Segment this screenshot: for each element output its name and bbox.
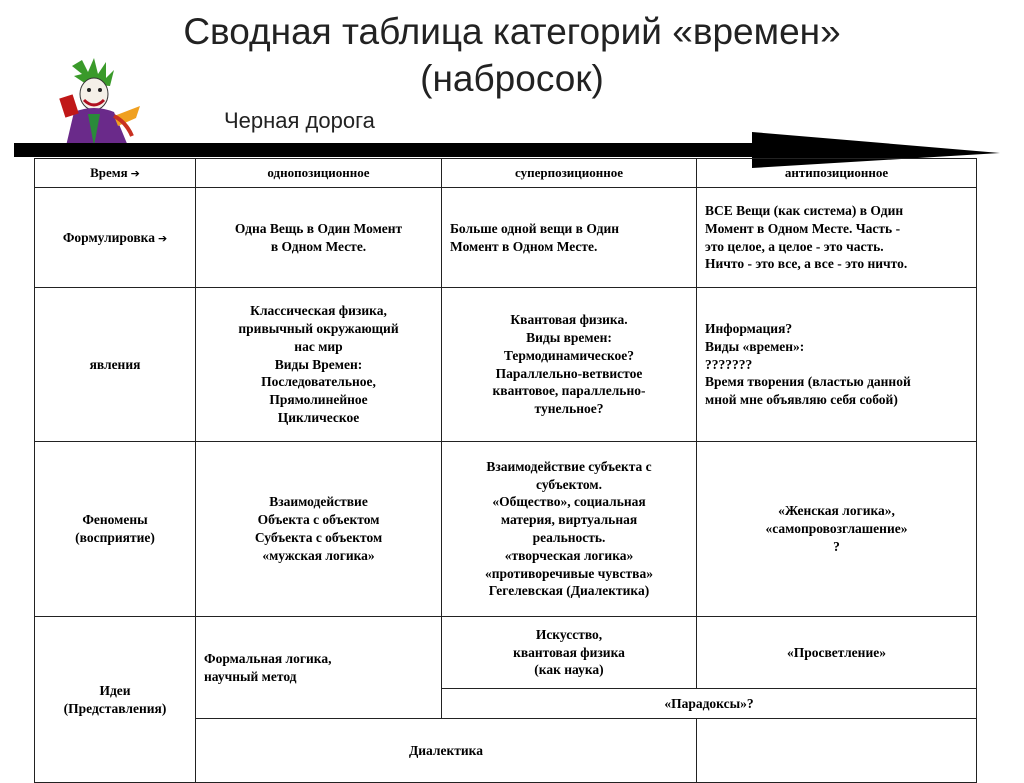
text-line: Момент в Одном Месте. Часть -: [705, 220, 901, 236]
text-line: Последовательное,: [261, 374, 376, 390]
formulation-col2: [442, 188, 697, 288]
text-line: Момент в Одном Месте.: [450, 238, 598, 254]
formulation-label-cell: [35, 188, 196, 288]
text-line: Субъекта с объектом: [254, 530, 383, 545]
text-line: «самопровозглашение»: [765, 521, 908, 537]
phenomena-col2: [442, 288, 697, 442]
text-line: привычный окружающий: [238, 320, 399, 336]
text-line: Объекта с объектом: [257, 512, 380, 528]
ideas-col3: «Просветление»: [697, 617, 977, 689]
text-line: это целое, а целое - это часть.: [705, 238, 884, 254]
row-formulation: [35, 188, 977, 288]
text-line: ???????: [705, 356, 753, 372]
header-time-label: Время: [90, 165, 128, 181]
header-col-superpositional: суперпозиционное: [442, 159, 697, 188]
text-line: Виды Времен:: [274, 356, 363, 372]
dialectics-cell: Диалектика: [196, 719, 697, 783]
text-line: Феномены: [82, 512, 148, 528]
text-line: (как наука): [534, 662, 604, 678]
text-line: Формальная логика,: [204, 650, 332, 666]
text-line: реальность.: [532, 530, 606, 545]
empty-cell: [697, 719, 977, 783]
phenomena-col1: [196, 288, 442, 442]
text-line: научный метод: [204, 668, 297, 684]
text-line: Больше одной вещи в Один: [450, 220, 620, 236]
formulation-col1: [196, 188, 442, 288]
text-line: Искусство,: [535, 626, 603, 642]
header-time-cell: [35, 159, 196, 188]
phenomena-col3: [697, 288, 977, 442]
row-perception: [35, 442, 977, 617]
text-line: Квантовая физика.: [510, 312, 628, 328]
formulation-col3: [697, 188, 977, 288]
page-title: [150, 8, 874, 102]
title-line-2: (набросок): [420, 58, 604, 99]
text-line: Взаимодействие субъекта с: [486, 458, 652, 474]
perception-col3: [697, 442, 977, 617]
text-line: «Женская логика»,: [778, 503, 895, 519]
header-col-antipositional: антипозиционное: [697, 159, 977, 188]
text-line: Виды времен:: [526, 329, 612, 345]
text-line: Информация?: [705, 320, 793, 336]
text-line: мной мне объявляю себя собой): [705, 392, 898, 408]
subtitle-black-road: Черная дорога: [224, 108, 375, 133]
row-phenomena: [35, 288, 977, 442]
text-line: «Общество», социальная: [492, 494, 646, 510]
ideas-col2: [442, 617, 697, 689]
text-line: квантовое, параллельно-: [492, 383, 646, 399]
text-line: материя, виртуальная: [500, 512, 638, 528]
text-line: тунельное?: [534, 401, 604, 417]
arrow-right-icon: ➔: [130, 167, 140, 181]
text-line: «противоречивые чувства»: [485, 565, 653, 581]
title-line-1: Сводная таблица категорий «времен»: [183, 11, 841, 52]
tenses-table: [34, 158, 977, 783]
perception-col2: [442, 442, 697, 617]
text-line: Классическая физика,: [250, 303, 387, 319]
perception-col1: [196, 442, 442, 617]
text-line: квантовая физика: [513, 644, 625, 660]
text-line: Время творения (властью данной: [705, 374, 911, 390]
text-line: (восприятие): [75, 530, 155, 545]
text-line: Виды «времен»:: [705, 338, 805, 354]
text-line: субъектом.: [536, 476, 602, 492]
text-line: Прямолинейное: [269, 392, 368, 408]
text-line: «мужская логика»: [262, 547, 375, 563]
phenomena-label: явления: [35, 288, 196, 442]
ideas-col1: [196, 617, 442, 719]
text-line: Ничто - это все, а все - это ничто.: [705, 256, 908, 272]
text-line: Одна Вещь в Один Момент: [234, 220, 403, 236]
header-col-monopositional: однопозиционное: [196, 159, 442, 188]
text-line: (Представления): [63, 700, 167, 716]
text-line: Циклическое: [277, 410, 360, 426]
text-line: Термодинамическое?: [503, 347, 635, 363]
text-line: нас мир: [294, 338, 343, 354]
text-line: ?: [833, 538, 840, 554]
text-line: Параллельно-ветвистое: [495, 365, 643, 381]
text-line: Идеи: [99, 682, 131, 698]
paradoxes-cell: «Парадоксы»?: [442, 689, 977, 719]
perception-label: [35, 442, 196, 617]
text-line: в Одном Месте.: [270, 238, 367, 254]
text-line: ВСЕ Вещи (как система) в Один: [705, 202, 904, 218]
formulation-label: Формулировка: [62, 229, 155, 245]
text-line: Гегелевская (Диалектика): [488, 583, 650, 599]
ideas-label: [35, 617, 196, 783]
row-ideas: [35, 617, 977, 689]
header-row: [35, 159, 977, 188]
text-line: Взаимодействие: [269, 494, 368, 510]
text-line: «творческая логика»: [504, 547, 634, 563]
arrow-right-icon: ➔: [157, 231, 168, 245]
